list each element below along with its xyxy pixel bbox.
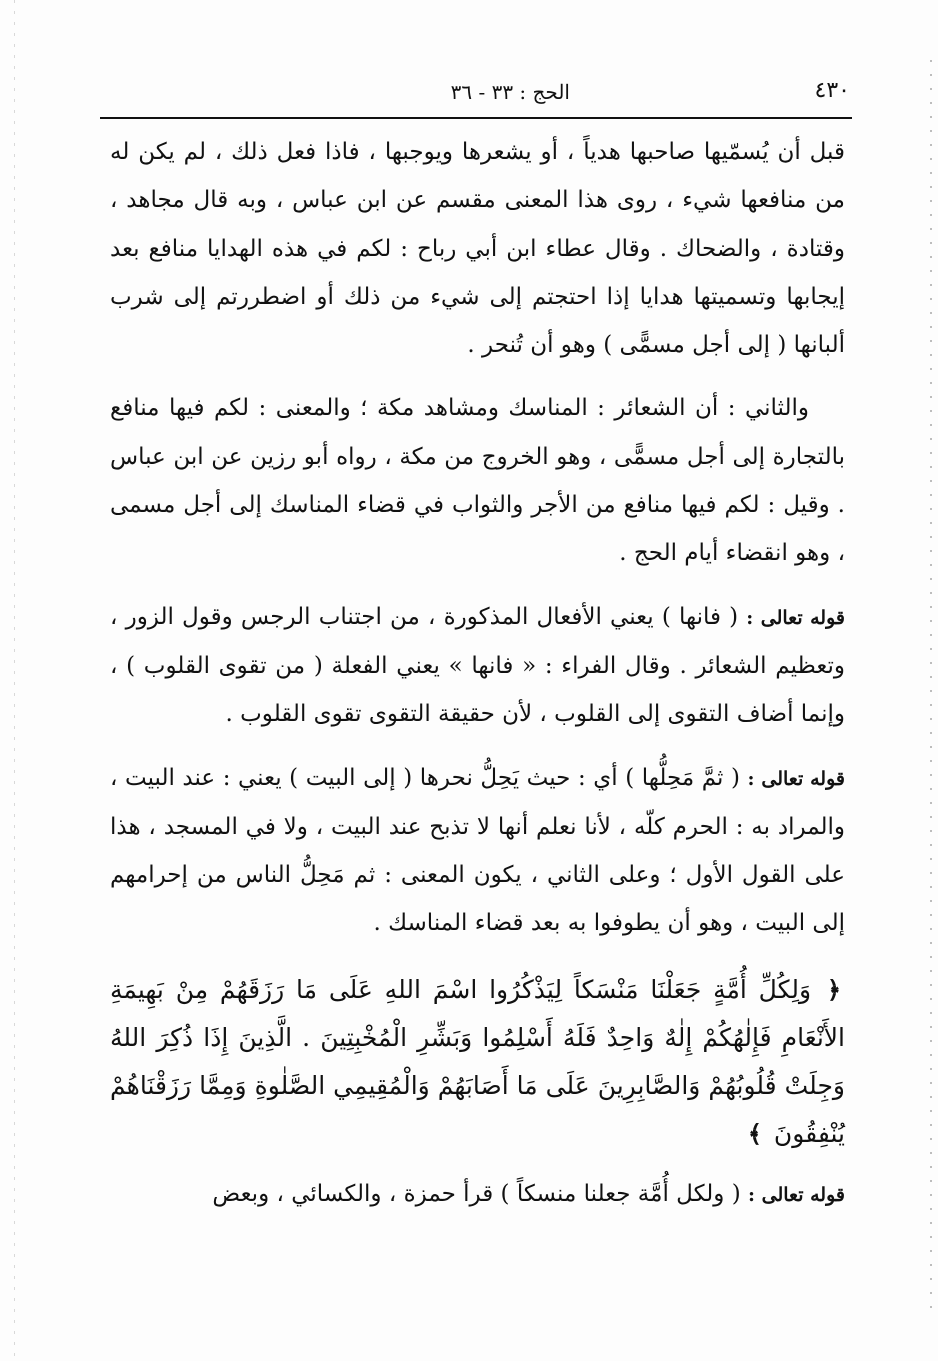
paragraph-4 bbox=[110, 754, 845, 948]
page-body bbox=[110, 128, 845, 1219]
paragraph-3 bbox=[110, 593, 845, 739]
paragraph-lead: قوله تعالى : bbox=[747, 767, 845, 790]
paragraph-text: والثاني : أن الشعائر : المناسك ومشاهد مكة ؛ والمعنى : لكم فيها منافع بالتجارة إلى أجل مسمًّى ، وهو الخروج من مكة ، رواه أبو رزين عن ابن عباس . وقيل : لكم فيها منافع من الأجر والثواب في قضاء المناسك إلى أجل مسمى ، وهو انقضاء أيام الحج . bbox=[110, 395, 845, 567]
verse-close-mark: ﴾ bbox=[747, 1118, 762, 1148]
page-header bbox=[100, 78, 860, 118]
quran-verse bbox=[110, 966, 845, 1158]
page-gutter-shadow bbox=[14, 0, 15, 1361]
running-head: الحج : ٣٣ - ٣٦ bbox=[450, 80, 570, 104]
verse-open-mark: ﴿ bbox=[826, 974, 841, 1004]
page-edge-dots bbox=[930, 60, 932, 1310]
paragraph-lead: قوله تعالى : bbox=[746, 606, 845, 629]
paragraph-text: ( فانها ) يعني الأفعال المذكورة ، من اجتناب الرجس وقول الزور ، وتعظيم الشعائر . وقال الفراء : « فانها » يعني الفعلة ( من تقوى القلوب ) ، وإنما أضاف التقوى إلى القلوب ، لأن حقيقة التقوى تقوى القلوب . bbox=[110, 603, 845, 728]
paragraph-lead: قوله تعالى : bbox=[748, 1183, 845, 1206]
paragraph-5 bbox=[110, 1170, 845, 1219]
paragraph-1 bbox=[110, 128, 845, 369]
page-number: ٤٣٠ bbox=[814, 78, 850, 103]
header-rule bbox=[100, 117, 852, 119]
paragraph-text: ( ثمَّ مَحِلُّها ) أي : حيث يَحِلُّ نحرها ( إلى البيت ) يعني : عند البيت ، والمراد به : الحرم كلّه ، لأنا نعلم أنها لا تذبح عند البيت ، ولا في المسجد ، هذا على القول الأول ؛ وعلى الثاني ، يكون المعنى : ثم مَحِلُّ الناس من إحرامهم إلى البيت ، وهو أن يطوفوا به بعد قضاء المناسك . bbox=[110, 764, 845, 937]
paragraph-text: قبل أن يُسمّيها صاحبها هدياً ، أو يشعرها ويوجبها ، فاذا فعل ذلك ، لم يكن له من منافعها شيء ، روى هذا المعنى مقسم عن ابن عباس ، وبه قال مجاهد ، وقتادة ، والضحاك . وقال عطاء ابن أبي رباح : لكم في هذه الهدايا منافع بعد إيجابها وتسميتها هدايا إذا احتجتم إلى شيء من ذلك أو اضطررتم إلى شرب ألبانها ( إلى أجل مسمًّى ) وهو أن تُنحر . bbox=[110, 139, 845, 359]
paragraph-text: ( ولكل أُمَّة جعلنا منسكاً ) قرأ حمزة ، والكسائي ، وبعض bbox=[212, 1180, 741, 1207]
paragraph-2 bbox=[110, 384, 845, 577]
verse-text: وَلِكُلِّ أُمَّةٍ جَعَلْنَا مَنْسَكاً لِيَذْكُرُوا اسْمَ اللهِ عَلَى مَا رَزَقَهُمْ مِنْ بَهِيمَةِ الأَنْعَامِ فَإِلٰهُكُمْ إِلٰهٌ وَاحِدٌ فَلَهُ أَسْلِمُوا وَبَشِّرِ الْمُخْبِتِينَ . الَّذِينَ إِذَا ذُكِرَ اللهُ وَجِلَتْ قُلُوبُهُمْ وَالصَّابِرِينَ عَلَى مَا أَصَابَهُمْ وَالْمُقِيمِي الصَّلٰوةِ وَمِمَّا رَزَقْنَاهُمْ يُنْفِقُونَ bbox=[110, 974, 845, 1148]
